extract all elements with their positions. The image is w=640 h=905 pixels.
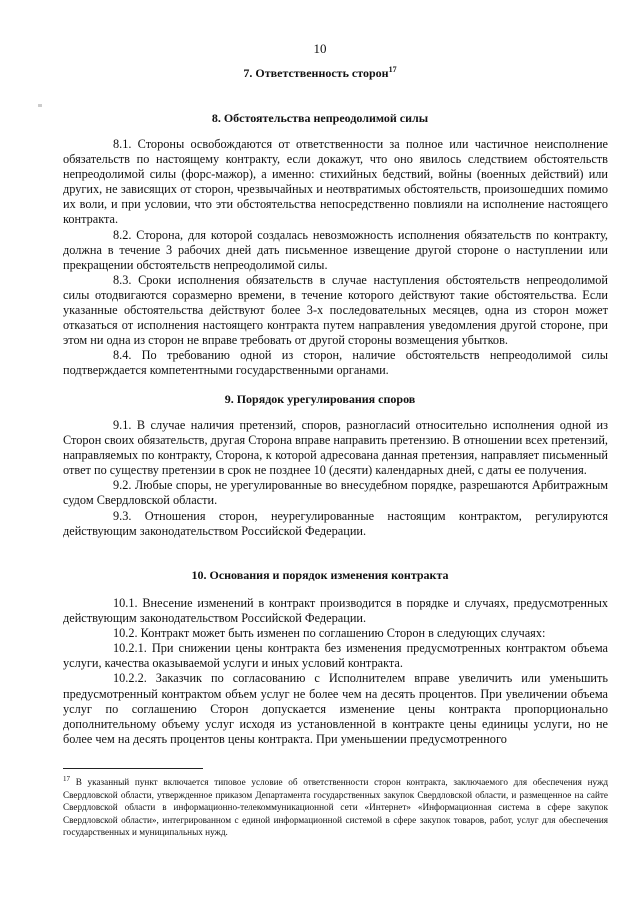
section-7-title: 7. Ответственность сторон <box>243 66 389 80</box>
page-number: 10 <box>313 41 327 56</box>
paragraph-8-4: 8.4. По требованию одной из сторон, наличие обстоятельств непреодолимой силы подтверждается компетентными государственными органами. <box>63 348 608 378</box>
footnote-text: В указанный пункт включается типовое условие об ответственности сторон контракта, заключаемого для обеспечения нужд Свердловской области, утвержденное приказом Департамента государственных закупок Свердловской области, и размещенное на сайте Свердловской области в информационно-телекоммуникационной сети «Интернет» «Информационная система в сфере закупок Свердловской области», интегрированном с единой информационной системой в сфере закупок товаров, работ, услуг для обеспечения государственных и муниципальных нужд. <box>63 777 609 838</box>
paragraph-9-2: 9.2. Любые споры, не урегулированные во внесудебном порядке, разрешаются Арбитражным судом Свердловской области. <box>63 478 608 508</box>
scan-artifact <box>38 104 42 107</box>
section-9-body <box>63 418 608 539</box>
footnote-number: 17 <box>63 775 70 783</box>
footnote-ref: 17 <box>388 65 397 74</box>
paragraph-9-3: 9.3. Отношения сторон, неурегулированные настоящим контрактом, регулируются действующим законодательством Российской Федерации. <box>63 508 608 538</box>
paragraph-8-2: 8.2. Сторона, для которой создалась невозможность исполнения обязательств по контракту, должна в течение 3 рабочих дней дать письменное извещение другой стороне о наступлении или прекращении обстоятельств непреодолимой силы. <box>63 227 608 272</box>
paragraph-8-1: 8.1. Стороны освобождаются от ответственности за полное или частичное неисполнение обязательств по настоящему контракту, если докажут, что оно явилось следствием обстоятельств непреодолимой силы (форс-мажор), а именно: стихийных бедствий, войны (военных действий) или других, не зависящих от сторон, чрезвычайных и неотвратимых обстоятельств, произошедших помимо их воли, и при условии, что эти обстоятельства непосредственно повлияли на исполнение настоящего контракта. <box>63 137 608 227</box>
paragraph-9-1: 9.1. В случае наличия претензий, споров, разногласий относительно исполнения одной из Сторон своих обязательств, другая Сторона вправе направить претензию. В отношении всех претензий, направляемых по контракту, Сторона, к которой адресована данная претензия, направляет письменный ответ по существу претензии в срок не позднее 10 (десяти) календарных дней, с даты ее получения. <box>63 418 608 478</box>
section-8-heading: 8. Обстоятельства непреодолимой силы <box>211 111 429 125</box>
section-8-body <box>63 137 608 379</box>
paragraph-10-1: 10.1. Внесение изменений в контракт производится в порядке и случаях, предусмотренных действующим законодательством Российской Федерации. <box>63 596 608 626</box>
paragraph-10-2-1: 10.2.1. При снижении цены контракта без изменения предусмотренных контрактом объема услуги, качества оказываемой услуги и иных условий контракта. <box>63 641 608 671</box>
paragraph-10-2-2: 10.2.2. Заказчик по согласованию с Исполнителем вправе увеличить или уменьшить предусмотренный контрактом объем услуг не более чем на десять процентов. При увеличении объема услуг по соглашению Сторон допускается изменение цены контракта пропорционально дополнительному объему услуг исходя из установленной в контракте цены единицы услуги, но не более чем на десять процентов цены контракта. При уменьшении предусмотренного <box>63 671 608 746</box>
section-7-heading <box>0 65 640 81</box>
section-9-heading: 9. Порядок урегулирования споров <box>224 392 416 406</box>
footnote <box>63 773 608 839</box>
paragraph-10-2: 10.2. Контракт может быть изменен по соглашению Сторон в следующих случаях: <box>113 626 546 641</box>
section-10-heading: 10. Основания и порядок изменения контракта <box>191 568 449 582</box>
footnote-separator <box>63 768 203 769</box>
section-10-body <box>63 596 608 747</box>
paragraph-8-3: 8.3. Сроки исполнения обязательств в случае наступления обстоятельств непреодолимой силы отодвигаются соразмерно времени, в течение которого действуют такие обстоятельства. Если указанные обстоятельства действуют более 3-х последовательных месяцев, одна из сторон может отказаться от исполнения настоящего контракта путем направления уведомления другой стороне, при этом ни одна из сторон не вправе требовать от другой стороны возмещения убытков. <box>63 272 608 348</box>
